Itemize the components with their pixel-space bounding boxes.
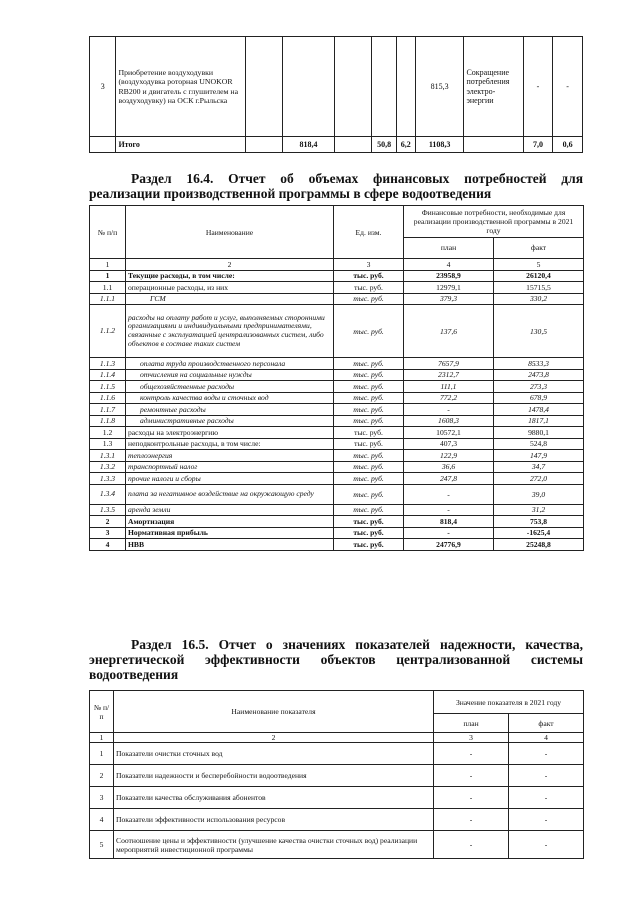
row-unit: тыс. руб. bbox=[334, 539, 404, 551]
plan-value: - bbox=[434, 831, 509, 859]
financial-rows bbox=[90, 270, 584, 550]
section-16-4-title bbox=[89, 171, 583, 201]
dash-cell: - bbox=[553, 37, 583, 137]
header-needs: Финансовые потребности, необходимые для реализации производственной программы в 2021 году bbox=[404, 206, 584, 238]
table-row bbox=[90, 415, 584, 427]
total-label: Итого bbox=[116, 137, 245, 153]
row-name: расходы на оплату работ и услуг, выполняемых сторонними организациями и индивидуальными предпринимателями, связанные с эксплуатацией централизованных систем, либо объектов в составе таких систем bbox=[126, 305, 334, 358]
header-fact: факт bbox=[509, 714, 584, 733]
table-row bbox=[90, 305, 584, 358]
plan-value: 12979,1 bbox=[404, 282, 494, 294]
plan-value: - bbox=[404, 504, 494, 516]
row-unit: тыс. руб. bbox=[334, 282, 404, 294]
table-row bbox=[90, 270, 584, 282]
fact-value: 34,7 bbox=[494, 461, 584, 473]
plan-value: 379,3 bbox=[404, 293, 494, 305]
indicator-name: Показатели качества обслуживания абонентов bbox=[114, 787, 434, 809]
column-number: 4 bbox=[404, 259, 494, 271]
title-line: водоотведения bbox=[89, 667, 179, 682]
table-row bbox=[90, 427, 584, 439]
column-number: 1 bbox=[90, 259, 126, 271]
total-value: 7,0 bbox=[523, 137, 553, 153]
indicator-rows bbox=[90, 743, 584, 859]
row-number: 2 bbox=[90, 516, 126, 528]
total-value: 818,4 bbox=[282, 137, 335, 153]
plan-value: 122,9 bbox=[404, 450, 494, 462]
title-line: реализации производственной программы в сфере водоотведения bbox=[89, 186, 492, 201]
table-row bbox=[90, 743, 584, 765]
header-name: Наименование bbox=[126, 206, 334, 259]
table-row bbox=[90, 787, 584, 809]
row-unit: тыс. руб. bbox=[334, 450, 404, 462]
table-row bbox=[90, 358, 584, 370]
row-number: 1.3.5 bbox=[90, 504, 126, 516]
table-row bbox=[90, 473, 584, 485]
row-number: 4 bbox=[90, 809, 114, 831]
plan-value: 137,6 bbox=[404, 305, 494, 358]
row-number: 3 bbox=[90, 37, 116, 137]
total-row bbox=[90, 137, 583, 153]
row-name: Амортизация bbox=[126, 516, 334, 528]
row-number: 1.3.4 bbox=[90, 484, 126, 504]
fact-value: 31,2 bbox=[494, 504, 584, 516]
row-name: операционные расходы, из них bbox=[126, 282, 334, 294]
title-line: Раздел 16.4. Отчет об объемах финансовых потребностей для bbox=[131, 171, 583, 186]
row-name: оплата труда производственного персонала bbox=[126, 358, 334, 370]
row-name: общехозяйственные расходы bbox=[126, 381, 334, 393]
row-unit: тыс. руб. bbox=[334, 392, 404, 404]
header-row bbox=[90, 206, 584, 238]
row-number: 1.3.1 bbox=[90, 450, 126, 462]
row-name: ремонтные расходы bbox=[126, 404, 334, 416]
row-name: НВВ bbox=[126, 539, 334, 551]
investment-table-fragment bbox=[89, 36, 583, 153]
header-name: Наименование показателя bbox=[114, 691, 434, 733]
row-unit: тыс. руб. bbox=[334, 438, 404, 450]
row-number: 4 bbox=[90, 539, 126, 551]
fact-value: 25248,8 bbox=[494, 539, 584, 551]
fact-value: 2473,8 bbox=[494, 369, 584, 381]
fact-value: 26120,4 bbox=[494, 270, 584, 282]
row-unit: тыс. руб. bbox=[334, 270, 404, 282]
row-name: теплоэнергия bbox=[126, 450, 334, 462]
table-row bbox=[90, 527, 584, 539]
financial-needs-table bbox=[89, 205, 584, 551]
row-unit: тыс. руб. bbox=[334, 305, 404, 358]
table-row bbox=[90, 438, 584, 450]
reliability-indicators-table bbox=[89, 690, 584, 859]
table-row bbox=[90, 504, 584, 516]
plan-value: - bbox=[404, 484, 494, 504]
dash-cell: - bbox=[523, 37, 553, 137]
measure-name: Приобретение воздуходувки (воздуходувка роторная UNOKOR RB200 и двигатель с глушителем на воздуходувку) на ОСК г.Рыльска bbox=[116, 37, 245, 137]
table-row bbox=[90, 765, 584, 787]
row-name: аренда земли bbox=[126, 504, 334, 516]
row-number: 1.1.5 bbox=[90, 381, 126, 393]
indicator-name: Соотношение цены и эффективности (улучшение качества очистки сточных вод) реализации мероприятий инвестиционной программы bbox=[114, 831, 434, 859]
table-row bbox=[90, 516, 584, 528]
plan-value: 818,4 bbox=[404, 516, 494, 528]
row-name: неподконтрольные расходы, в том числе: bbox=[126, 438, 334, 450]
header-plan: план bbox=[404, 237, 494, 258]
fact-value: - bbox=[509, 787, 584, 809]
row-name: административные расходы bbox=[126, 415, 334, 427]
row-unit: тыс. руб. bbox=[334, 415, 404, 427]
row-name: плата за негативное воздействие на окружающую среду bbox=[126, 484, 334, 504]
plan-value: 7657,9 bbox=[404, 358, 494, 370]
row-name: контроль качества воды и сточных вод bbox=[126, 392, 334, 404]
row-number: 1.1.4 bbox=[90, 369, 126, 381]
row-number: 3 bbox=[90, 527, 126, 539]
plan-value: - bbox=[434, 765, 509, 787]
fact-value: 15715,5 bbox=[494, 282, 584, 294]
plan-value: - bbox=[434, 787, 509, 809]
column-number: 5 bbox=[494, 259, 584, 271]
table-row bbox=[90, 381, 584, 393]
column-number: 4 bbox=[509, 733, 584, 743]
fact-value: 130,5 bbox=[494, 305, 584, 358]
effect-text: Сокращение потребления электро-энергии bbox=[464, 37, 523, 137]
row-number: 1.1 bbox=[90, 282, 126, 294]
row-name: ГСМ bbox=[126, 293, 334, 305]
row-number: 1.3.3 bbox=[90, 473, 126, 485]
plan-value: - bbox=[404, 527, 494, 539]
row-number: 1.1.6 bbox=[90, 392, 126, 404]
total-value: 1108,3 bbox=[415, 137, 464, 153]
section-16-5-title bbox=[89, 637, 583, 682]
fact-value: 1817,1 bbox=[494, 415, 584, 427]
fact-value: 273,3 bbox=[494, 381, 584, 393]
row-unit: тыс. руб. bbox=[334, 358, 404, 370]
table-row bbox=[90, 539, 584, 551]
plan-value: 23958,9 bbox=[404, 270, 494, 282]
row-unit: тыс. руб. bbox=[334, 527, 404, 539]
row-number: 1 bbox=[90, 270, 126, 282]
plan-value: 772,2 bbox=[404, 392, 494, 404]
row-number: 5 bbox=[90, 831, 114, 859]
fact-value: 272,0 bbox=[494, 473, 584, 485]
plan-value: 36,6 bbox=[404, 461, 494, 473]
column-number-row bbox=[90, 733, 584, 743]
row-name: расходы на электроэнергию bbox=[126, 427, 334, 439]
fact-value: 330,2 bbox=[494, 293, 584, 305]
fact-value: 678,9 bbox=[494, 392, 584, 404]
row-unit: тыс. руб. bbox=[334, 461, 404, 473]
fact-value: - bbox=[509, 831, 584, 859]
fact-value: - bbox=[509, 809, 584, 831]
row-number: 2 bbox=[90, 765, 114, 787]
row-name: прочие налоги и сборы bbox=[126, 473, 334, 485]
row-number: 1 bbox=[90, 743, 114, 765]
table-row bbox=[90, 369, 584, 381]
row-unit: тыс. руб. bbox=[334, 404, 404, 416]
fact-value: 524,8 bbox=[494, 438, 584, 450]
title-line: энергетической эффективности объектов централизованной системы bbox=[89, 652, 583, 667]
plan-value: 247,8 bbox=[404, 473, 494, 485]
row-number: 1.1.2 bbox=[90, 305, 126, 358]
row-number: 3 bbox=[90, 787, 114, 809]
row-unit: тыс. руб. bbox=[334, 516, 404, 528]
row-unit: тыс. руб. bbox=[334, 473, 404, 485]
column-number: 3 bbox=[334, 259, 404, 271]
column-number: 2 bbox=[114, 733, 434, 743]
table-row bbox=[90, 404, 584, 416]
header-unit: Ед. изм. bbox=[334, 206, 404, 259]
row-number: 1.1.8 bbox=[90, 415, 126, 427]
plan-value: - bbox=[434, 743, 509, 765]
plan-value: 24776,9 bbox=[404, 539, 494, 551]
row-unit: тыс. руб. bbox=[334, 369, 404, 381]
column-number: 1 bbox=[90, 733, 114, 743]
row-number: 1.1.3 bbox=[90, 358, 126, 370]
plan-value: 1608,3 bbox=[404, 415, 494, 427]
row-unit: тыс. руб. bbox=[334, 484, 404, 504]
row-number: 1.3 bbox=[90, 438, 126, 450]
column-number-row bbox=[90, 259, 584, 271]
header-fact: факт bbox=[494, 237, 584, 258]
row-name: транспортный налог bbox=[126, 461, 334, 473]
header-value: Значение показателя в 2021 году bbox=[434, 691, 584, 714]
plan-value: 111,1 bbox=[404, 381, 494, 393]
fact-value: -1625,4 bbox=[494, 527, 584, 539]
row-unit: тыс. руб. bbox=[334, 381, 404, 393]
fact-value: 1478,4 bbox=[494, 404, 584, 416]
indicator-name: Показатели надежности и бесперебойности водоотведения bbox=[114, 765, 434, 787]
fact-value: 147,9 bbox=[494, 450, 584, 462]
table-row bbox=[90, 450, 584, 462]
fact-value: - bbox=[509, 743, 584, 765]
header-plan: план bbox=[434, 714, 509, 733]
row-name: Нормативная прибыль bbox=[126, 527, 334, 539]
fact-value: 8533,3 bbox=[494, 358, 584, 370]
row-name: Текущие расходы, в том числе: bbox=[126, 270, 334, 282]
table-row bbox=[90, 392, 584, 404]
plan-value: 2312,7 bbox=[404, 369, 494, 381]
indicator-name: Показатели очистки сточных вод bbox=[114, 743, 434, 765]
table-row bbox=[90, 282, 584, 294]
table-row bbox=[90, 831, 584, 859]
row-number: 1.3.2 bbox=[90, 461, 126, 473]
indicator-name: Показатели эффективности использования ресурсов bbox=[114, 809, 434, 831]
fact-value: 39,0 bbox=[494, 484, 584, 504]
row-unit: тыс. руб. bbox=[334, 293, 404, 305]
table-row bbox=[90, 809, 584, 831]
plan-value: 10572,1 bbox=[404, 427, 494, 439]
total-value: 6,2 bbox=[396, 137, 415, 153]
table-row bbox=[90, 293, 584, 305]
plan-value: 407,3 bbox=[404, 438, 494, 450]
cost-value: 815,3 bbox=[415, 37, 464, 137]
row-number: 1.1.1 bbox=[90, 293, 126, 305]
column-number: 2 bbox=[126, 259, 334, 271]
fact-value: - bbox=[509, 765, 584, 787]
column-number: 3 bbox=[434, 733, 509, 743]
row-name: отчисления на социальные нужды bbox=[126, 369, 334, 381]
row-unit: тыс. руб. bbox=[334, 504, 404, 516]
table-row bbox=[90, 461, 584, 473]
fact-value: 753,8 bbox=[494, 516, 584, 528]
row-number: 1.2 bbox=[90, 427, 126, 439]
header-row bbox=[90, 691, 584, 714]
row-number: 1.1.7 bbox=[90, 404, 126, 416]
total-value: 0,6 bbox=[553, 137, 583, 153]
header-num: № п/п bbox=[90, 691, 114, 733]
table-row bbox=[90, 484, 584, 504]
total-value: 50,8 bbox=[372, 137, 396, 153]
fact-value: 9880,1 bbox=[494, 427, 584, 439]
title-line: Раздел 16.5. Отчет о значениях показателей надежности, качества, bbox=[131, 637, 583, 652]
table-row bbox=[90, 37, 583, 137]
header-num: № п/п bbox=[90, 206, 126, 259]
row-unit: тыс. руб. bbox=[334, 427, 404, 439]
plan-value: - bbox=[434, 809, 509, 831]
plan-value: - bbox=[404, 404, 494, 416]
